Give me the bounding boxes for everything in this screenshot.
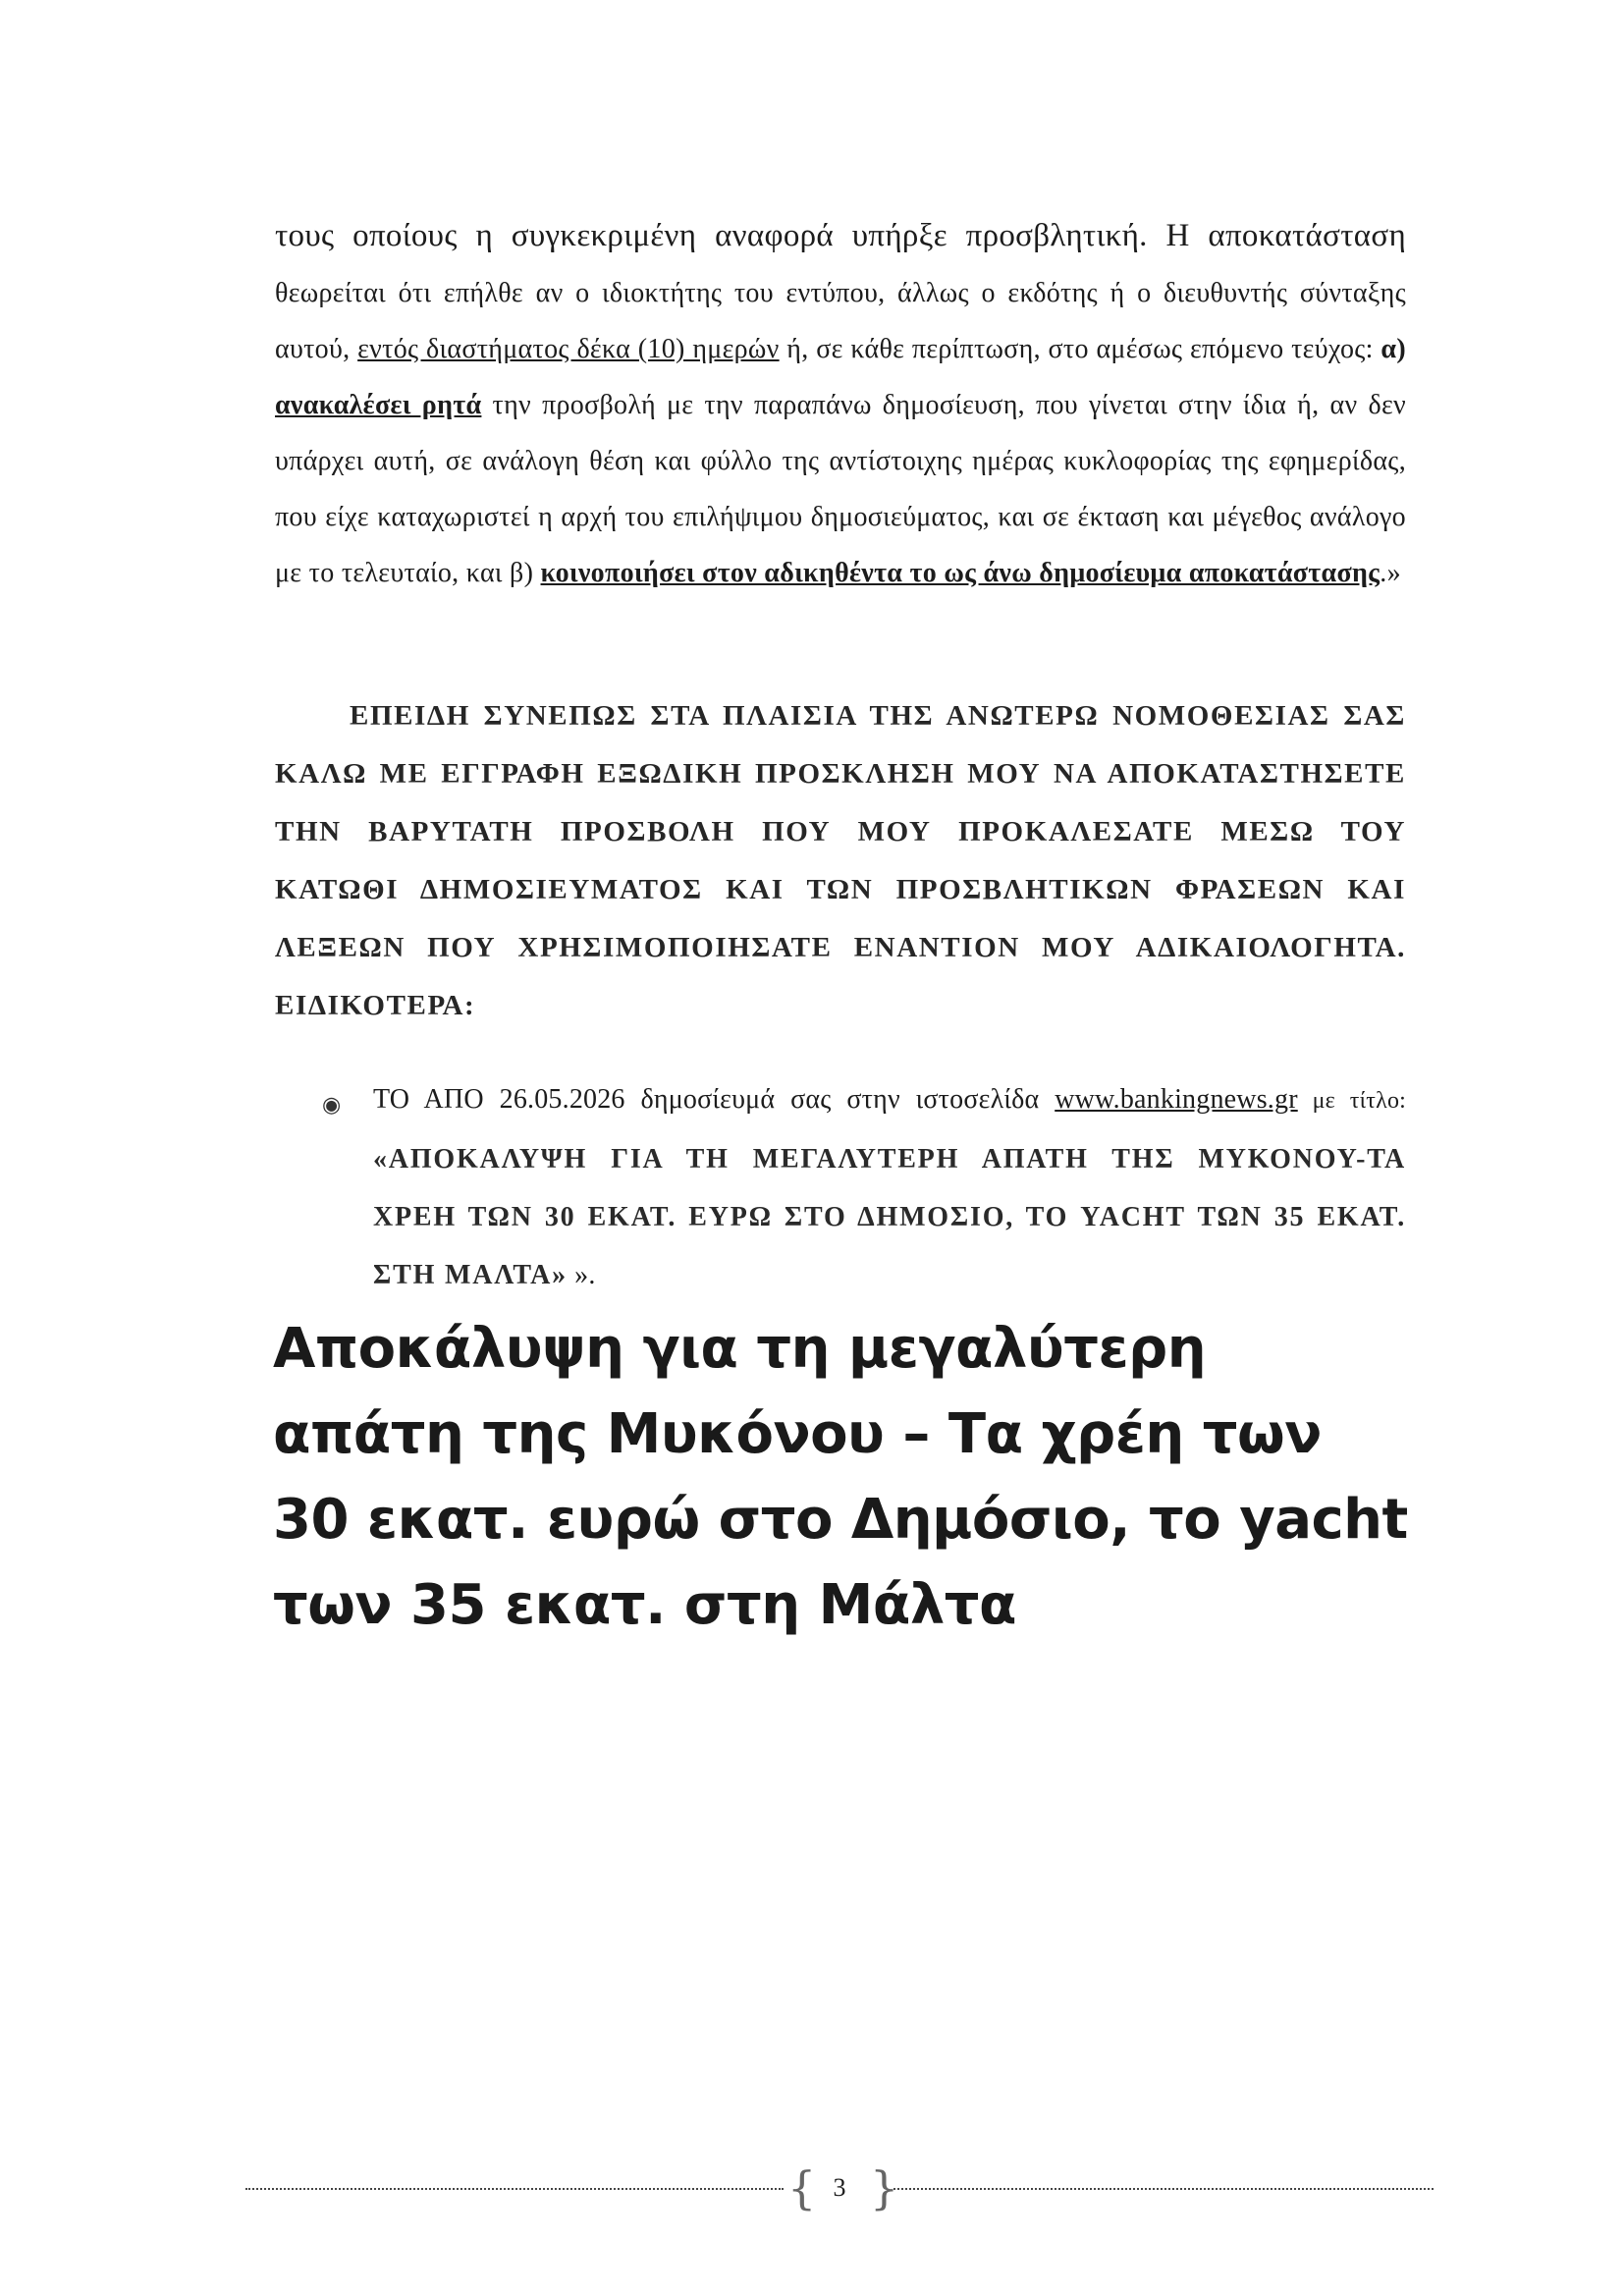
left-brace-icon: { xyxy=(787,2161,817,2214)
footer-rule-left xyxy=(245,2188,784,2190)
page-number: 3 xyxy=(833,2173,846,2202)
right-brace-icon: } xyxy=(870,2161,899,2214)
bullet-lead-text: ΤΟ ΑΠΟ 26.05.2026 δημοσίευμά σας στην ιστοσελίδα xyxy=(373,1084,1056,1115)
revoke-emphasis-text: ανακαλέσει ρητά xyxy=(275,390,482,420)
article-title-caps: «ΑΠΟΚΑΛΥΨΗ ΓΙΑ ΤΗ ΜΕΓΑΛΥΤΕΡΗ ΑΠΑΤΗ ΤΗΣ ΜΥΚΟΝΟΥ-ΤΑ ΧΡΕΗ ΤΩΝ 30 ΕΚΑΤ. ΕΥΡΩ ΣΤΟ ΔΗΜΟΣΙΟ, ΤΟ YACHT ΤΩΝ 35 ΕΚΑΤ. ΣΤΗ ΜΑΛΤΑ» xyxy=(373,1144,1406,1290)
paragraph-end: .» xyxy=(1380,558,1401,588)
demand-paragraph: ΕΠΕΙΔΗ ΣΥΝΕΠΩΣ ΣΤΑ ΠΛΑΙΣΙΑ ΤΗΣ ΑΝΩΤΕΡΩ ΝΟΜΟΘΕΣΙΑΣ ΣΑΣ ΚΑΛΩ ΜΕ ΕΓΓΡΑΦΗ ΕΞΩΔΙΚΗ ΠΡΟΣΚΛΗΣΗ ΜΟΥ ΝΑ ΑΠΟΚΑΤΑΣΤΗΣΕΤΕ ΤΗΝ ΒΑΡΥΤΑΤΗ ΠΡΟΣΒΟΛΗ ΠΟΥ ΜΟΥ ΠΡΟΚΑΛΕΣΑΤΕ ΜΕΣΩ ΤΟΥ ΚΑΤΩΘΙ ΔΗΜΟΣΙΕΥΜΑΤΟΣ ΚΑΙ ΤΩΝ ΠΡΟΣΒΛΗΤΙΚΩΝ ΦΡΑΣΕΩΝ ΚΑΙ ΛΕΞΕΩΝ ΠΟΥ ΧΡΗΣΙΜΟΠΟΙΗΣΑΤΕ ΕΝΑΝΤΙΟΝ ΜΟΥ ΑΔΙΚΑΙΟΛΟΓΗΤΑ. ΕΙΔΙΚΟΤΕΡΑ: xyxy=(275,700,1406,1021)
paragraph-text: ή, σε κάθε περίπτωση, στο αμέσως επόμενο τεύχος: xyxy=(779,334,1381,364)
bullet-tail: ». xyxy=(567,1260,596,1290)
website-link: www.bankingnews.gr xyxy=(1055,1084,1298,1115)
headline-line: απάτη της Μυκόνου – Τα χρέη των xyxy=(273,1402,1322,1466)
paragraph-text: την προσβολή με την παραπάνω δημοσίευση, που γίνεται στην ίδια ή, αν δεν υπάρχει αυτή, σε ανάλογη θέση και φύλλο της αντίστοιχης ημέρας κυκλοφορίας της εφημερίδας, που είχε καταχωριστεί η αρχή του επιλήψιμου δημοσιεύματος, και σε έκταση και μέγεθος ανάλογο με το τελευταίο, και β) xyxy=(275,390,1406,588)
paragraph-text: θεωρείται ότι επήλθε αν ο ιδιοκτήτης του εντύπου, άλλως ο εκδότης ή ο διευθυντής σύνταξης αυτού, xyxy=(275,278,1406,364)
title-prefix-text: με τίτλο: xyxy=(1297,1088,1407,1114)
page-footer xyxy=(245,2160,1434,2219)
article-headline xyxy=(273,1306,1432,1648)
footer-rule-right xyxy=(893,2188,1434,2190)
bullet-icon: ◉ xyxy=(322,1092,342,1117)
deadline-underlined-text: εντός διαστήματος δέκα (10) ημερών xyxy=(357,334,780,364)
headline-line: Αποκάλυψη για τη μεγαλύτερη xyxy=(273,1317,1207,1381)
item-a-marker: α) xyxy=(1380,334,1406,364)
bullet-item xyxy=(373,1070,1406,1304)
notify-emphasis-text: κοινοποιήσει στον αδικηθέντα το ως άνω δημοσίευμα αποκατάστασης xyxy=(540,558,1380,588)
legal-paragraph xyxy=(275,208,1406,601)
paragraph-opening-text: τους οποίους η συγκεκριμένη αναφορά υπήρξε προσβλητική. Η αποκατάσταση xyxy=(275,218,1406,253)
headline-line: των 35 εκατ. στη Μάλτα xyxy=(273,1573,1016,1637)
headline-line: 30 εκατ. ευρώ στο Δημόσιο, το yacht xyxy=(273,1488,1408,1552)
